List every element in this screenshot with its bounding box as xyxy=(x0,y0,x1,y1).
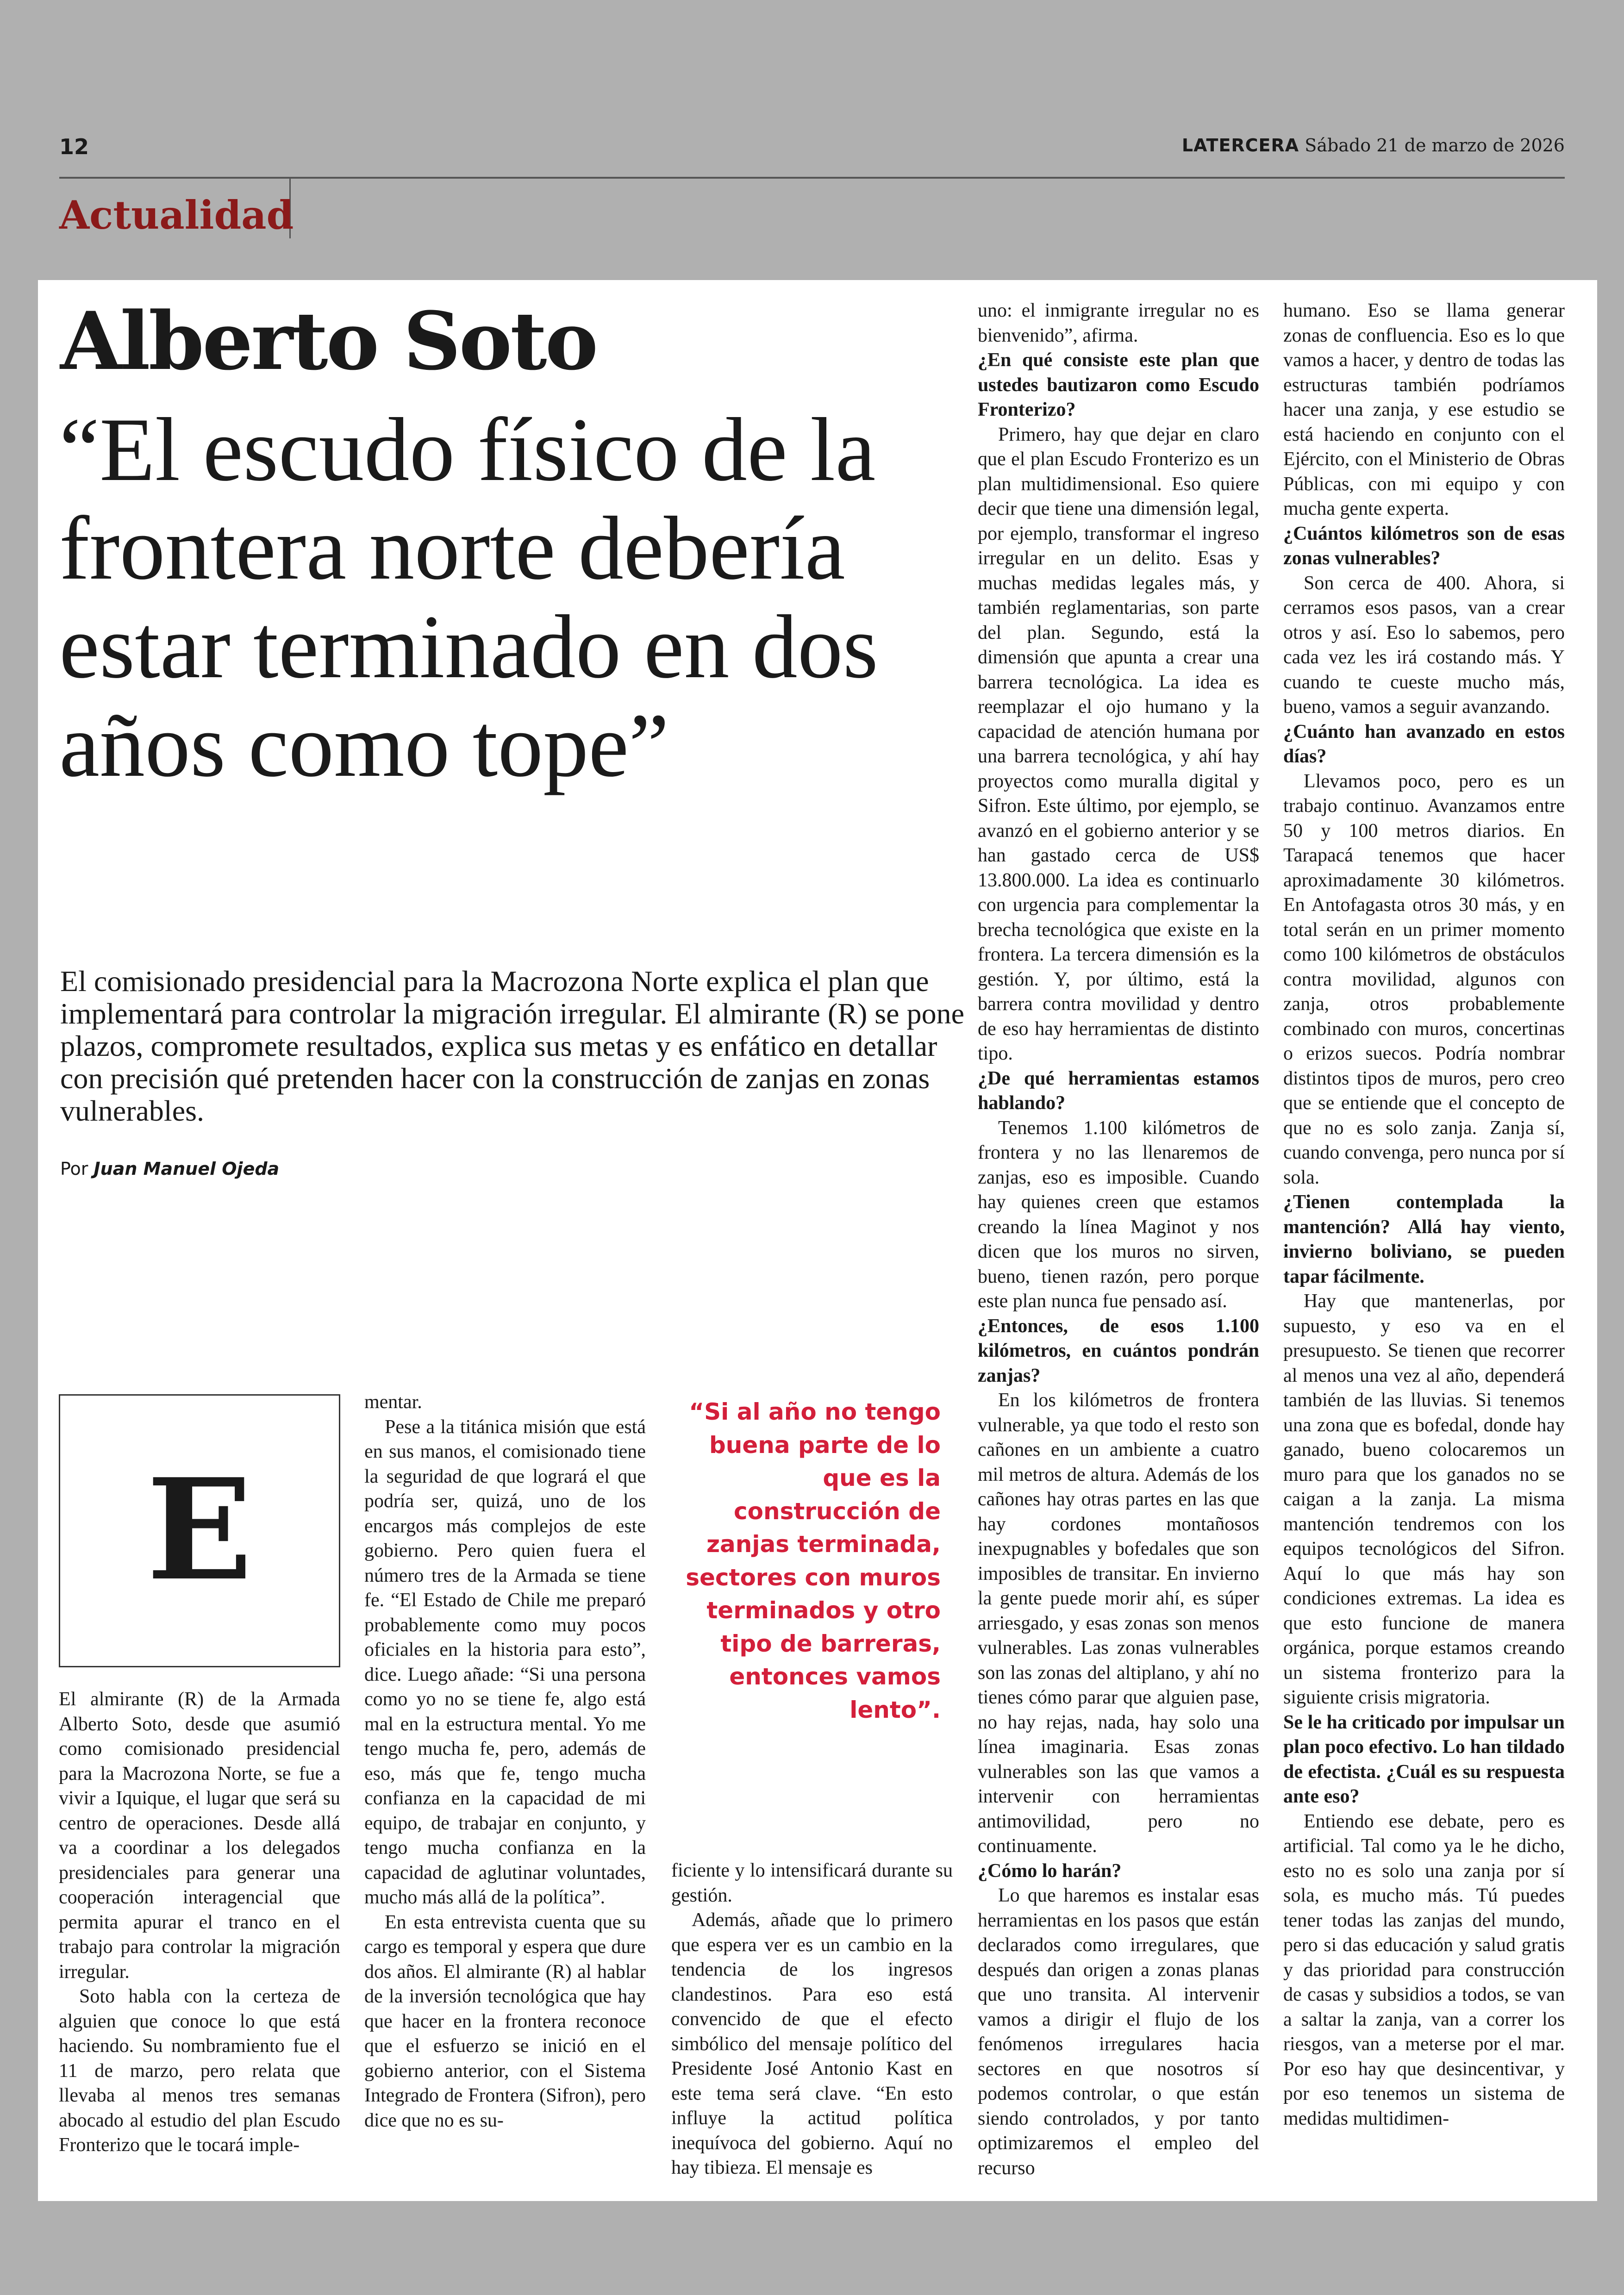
question: ¿Cuánto han avanzado en estos días? xyxy=(1283,721,1565,767)
question: ¿De qué herramientas estamos hablando? xyxy=(978,1067,1259,1114)
interviewee-name: Alberto Soto xyxy=(60,294,597,388)
column-3 xyxy=(671,1858,953,2181)
answer: Son cerca de 400. Ahora, si cerramos esos pasos, van a crear otros y así. Eso lo sabemos, pero cada vez les irá costando más. Y cuando te cueste mucho más, bueno, vamos a seguir avanzando. xyxy=(1283,572,1565,717)
paragraph: Soto habla con la certeza de alguien que conoce lo que está haciendo. Su nombramiento fue el 11 de marzo, pero relata que llevaba al menos tres semanas abocado al estudio del plan Escudo Fronterizo que le tocará imple- xyxy=(59,1986,340,2156)
issue-date: Sábado 21 de marzo de 2026 xyxy=(1305,135,1565,156)
header-rule xyxy=(59,177,1565,179)
masthead xyxy=(1182,135,1565,156)
answer: Llevamos poco, pero es un trabajo continuo. Avanzamos entre 50 y 100 metros diarios. En Tarapacá tenemos que hacer aproximadamente 30 kilómetros. En Antofagasta otros 30 más, y en total serán en un primer momento como 100 kilómetros de obstáculos contra movilidad, algunos con zanja, otros probablemente combinado con muros, concertinas o erizos suecos. Podría nombrar distintos tipos de muros, pero creo que se entiende que el concepto de que no es solo zanja. Zanja sí, cuando convenga, pero nunca por sí sola. xyxy=(1283,770,1565,1188)
page-header xyxy=(59,134,1565,171)
byline xyxy=(60,1159,279,1179)
question: ¿Cuántos kilómetros son de esas zonas vulnerables? xyxy=(1283,523,1565,569)
answer: Entiendo ese debate, pero es artificial. Tal como ya le he dicho, esto no es solo una zanja por sí sola, es mucho más. Tú puedes tener todas las zanjas del mundo, pero si das educación y salud gratis y das prioridad para construcción de casas y subsidios a todos, se van a saltar la zanja, van a correr los riesgos, van a meterse por el mar. Por eso hay que desincentivar, y por eso tenemos un sistema de medidas multidimen- xyxy=(1283,1810,1565,2129)
paragraph: Pese a la titánica misión que está en sus manos, el comisionado tiene la seguridad de que logrará el que podría ser, quizá, uno de los encargos más complejos de este gobierno. Pero quien fuera el número tres de la Armada se tiene fe. “El Estado de Chile me preparó probablemente como muy pocos oficiales en la historia para esto”, dice. Luego añade: “Si una persona como yo no se tiene fe, algo está mal en la estructura mental. Yo me tengo mucha fe, pero, además de eso, más que fe, tengo mucha confianza en la capacidad de mi equipo, de trabajar en conjunto, y tengo mucha confianza en la capacidad de aglutinar voluntades, mucho más allá de la política”. xyxy=(364,1416,646,1908)
answer: humano. Eso se llama generar zonas de confluencia. Eso es lo que vamos a hacer, y dentro de todas las estructuras también podríamos hacer una zanja, y ese estudio se está haciendo en conjunto con el Ejército, con el Ministerio de Obras Públicas, con mi equipo y con mucha gente experta. xyxy=(1283,300,1565,519)
answer: Tenemos 1.100 kilómetros de frontera y no las llenaremos de zanjas, eso es imposible. Cuando hay quienes creen que estamos creando la línea Maginot y nos dicen que los muros no sirven, bueno, tienen razón, pero porque este plan nunca fue pensado así. xyxy=(978,1117,1259,1312)
dropcap-letter: E xyxy=(146,1448,253,1611)
section-label: Actualidad xyxy=(59,192,294,238)
paragraph: ficiente y lo intensificará durante su gestión. xyxy=(671,1860,953,1906)
question: ¿Entonces, de esos 1.100 kilómetros, en cuántos pondrán zanjas? xyxy=(978,1315,1259,1386)
paragraph: El almirante (R) de la Armada Alberto Soto, desde que asumió como comisionado presidencial para la Macrozona Norte, se fue a vivir a Iquique, el lugar que será su centro de operaciones. Desde allá va a coordinar a los delegados presidenciales para generar una cooperación interagencial que permita apurar el tranco en el trabajo para controlar la migración irregular. xyxy=(59,1689,340,1983)
paragraph: En esta entrevista cuenta que su cargo es temporal y espera que dure dos años. El almirante (R) al hablar de la inversión tecnológica que hay que hacer en la frontera reconoce que el esfuerzo se inició en el gobierno anterior, con el Sistema Integrado de Frontera (Sifron), pero dice que no es su- xyxy=(364,1911,646,2131)
answer: Primero, hay que dejar en claro que el plan Escudo Fronterizo es un plan multidimensional. Eso quiere decir que tiene una dimensión legal, por ejemplo, transformar el ingreso irregular en un delito. Esas y muchas medidas legales más, y también reglamentarias, son parte del plan. Segundo, está la dimensión que apunta a crear una barrera tecnológica. La idea es reemplazar el ojo humano y la capacidad de atención humana por una barrera tecnológica, y ahí hay proyectos como muralla digital y Sifron. Este último, por ejemplo, se avanzó en el gobierno anterior y se han gastado cerca de US$ 13.800.000. La idea es continuarlo con urgencia para complementar la brecha tecnológica que existe en la frontera. La tercera dimensión es la gestión. Y, por último, está la barrera contra movilidad y dentro de eso hay herramientas de distinto tipo. xyxy=(978,424,1259,1064)
byline-author: Juan Manuel Ojeda xyxy=(94,1159,280,1179)
question: ¿En qué consiste este plan que ustedes bautizaron como Escudo Fronterizo? xyxy=(978,349,1259,420)
column-5 xyxy=(1283,299,1565,2131)
standfirst: El comisionado presidencial para la Macrozona Norte explica el plan que implementará para controlar la migración irregular. El almirante (R) se pone plazos, compromete resultados, explica sus metas y es enfático en detallar con precisión qué pretenden hacer con la construcción de zanjas en zonas vulnerables. xyxy=(60,965,964,1127)
article-page xyxy=(38,280,1597,2201)
byline-prefix: Por xyxy=(60,1159,88,1179)
column-2 xyxy=(364,1390,646,2133)
pull-quote: “Si al año no tengo buena parte de lo que es la construcción de zanjas terminada, sectores con muros terminados y otro tipo de barreras, entonces vamos lento”. xyxy=(686,1398,941,1723)
page-number: 12 xyxy=(59,134,89,159)
paragraph: Además, añade que lo primero que espera ver es un cambio en la tendencia de los ingresos clandestinos. Para eso está convencido de que el efecto simbólico del mensaje político del Presidente José Antonio Kast en este tema será clave. “En esto influye la actitud política inequívoca del gobierno. Aquí no hay tibieza. El mensaje es xyxy=(671,1909,953,2178)
answer: En los kilómetros de frontera vulnerable, ya que todo el resto son cañones en un ambiente a cuatro mil metros de altura. Además de los cañones hay otras partes en las que hay cordones montañosos inexpugnables y bofedales que son imposibles de transitar. En invierno la gente puede morir ahí, es súper arriesgado, y esas zonas son menos vulnerables. Las zonas vulnerables son las zonas del altiplano, y ahí no tienes cómo parar que alguien pase, no hay rejas, nada, hay solo una línea imaginaria. Esas zonas vulnerables son las que vamos a intervenir con herramientas antimovilidad, pero no continuamente. xyxy=(978,1390,1259,1857)
answer: Lo que haremos es instalar esas herramientas en los pasos que están declarados como irregulares, que después dan origen a zonas planas que uno transita. Al intervenir vamos a dirigir el flujo de los fenómenos irregulares hacia sectores en que nosotros sí podemos controlar, o que están siendo controlados, y por tanto optimizaremos el empleo del recurso xyxy=(978,1885,1259,2179)
column-1 xyxy=(59,1687,340,2158)
answer: Hay que mantenerlas, por supuesto, y eso va en el presupuesto. Se tienen que recorrer al menos una vez al año, dependerá también de las lluvias. Si tenemos una zona que es bofedal, donde hay ganado, bueno colocaremos un muro para que los ganados no se caigan a la zanja. La misma mantención tendremos con los equipos tecnológicos del Sifron. Aquí lo que más hay son condiciones extremas. La idea es que esto funcione de manera orgánica, porque estamos creando un sistema fronterizo para la siguiente crisis migratoria. xyxy=(1283,1291,1565,1708)
dropcap-box xyxy=(59,1394,340,1667)
headline: “El escudo físico de la frontera norte debería estar terminado en dos años como tope” xyxy=(59,399,878,796)
question: Se le ha criticado por impulsar un plan poco efectivo. Lo han tildado de efectista. ¿Cuál es su respuesta ante eso? xyxy=(1283,1711,1565,1807)
question: ¿Tienen contemplada la mantención? Allá hay viento, invierno boliviano, se pueden tapar fácilmente. xyxy=(1283,1191,1565,1287)
question: ¿Cómo lo harán? xyxy=(978,1860,1122,1882)
column-4 xyxy=(978,299,1259,2181)
paragraph: mentar. xyxy=(364,1391,422,1413)
paragraph: uno: el inmigrante irregular no es bienvenido”, afirma. xyxy=(978,300,1259,346)
newspaper-brand: LATERCERA xyxy=(1181,135,1299,156)
